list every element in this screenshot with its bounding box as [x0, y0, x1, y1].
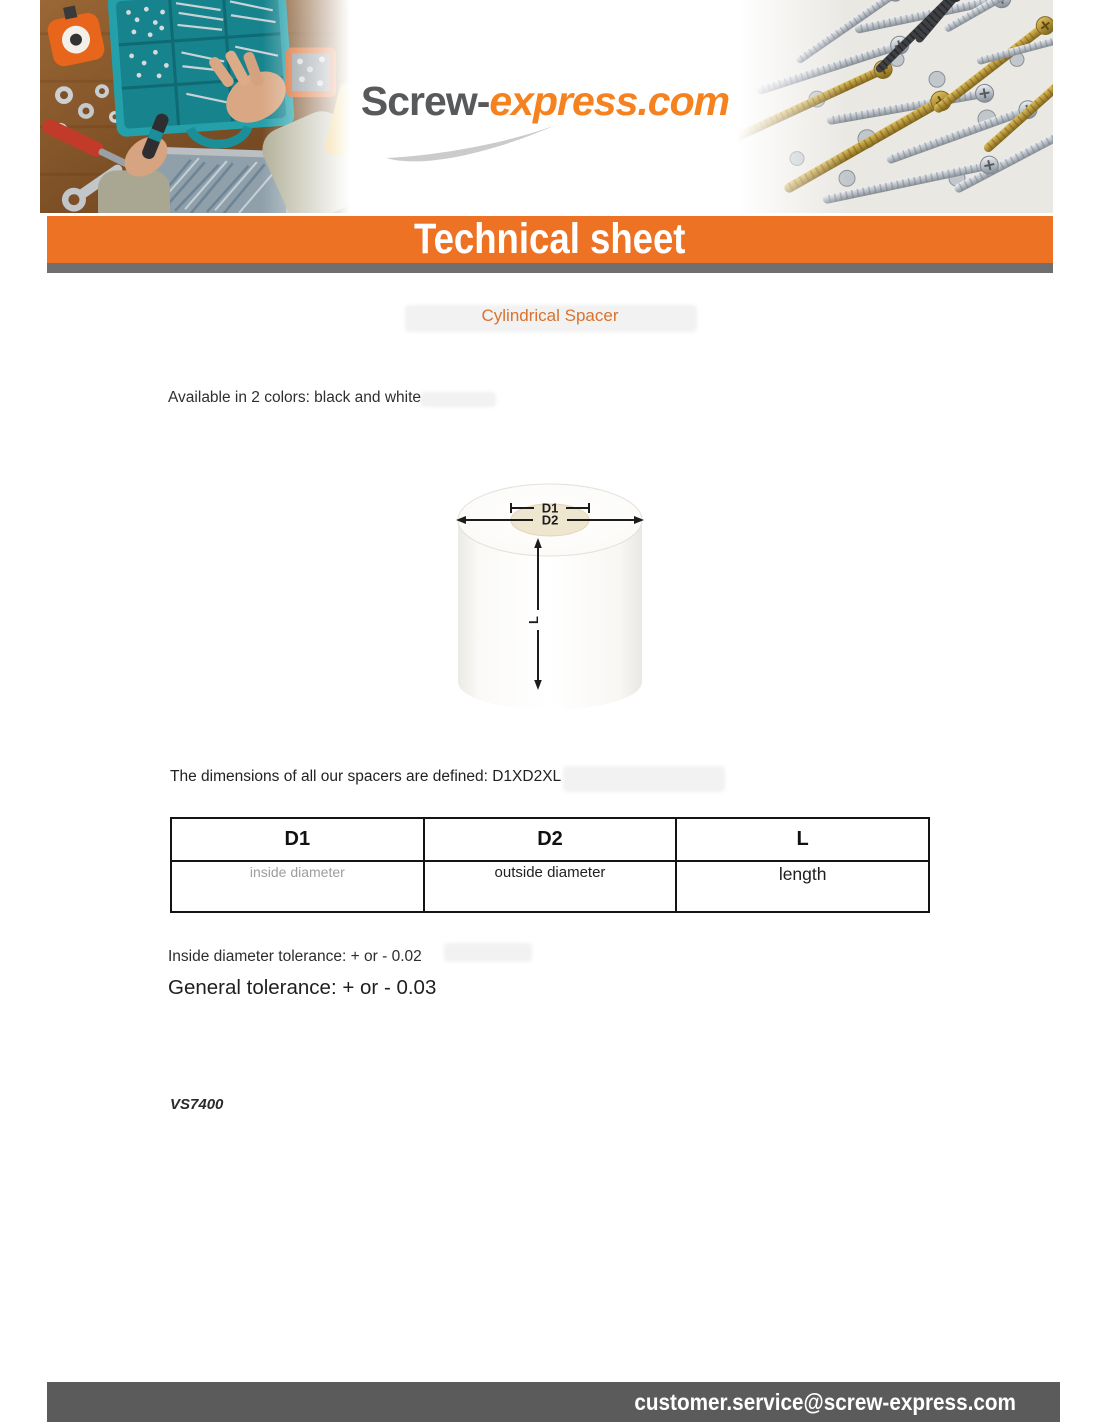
- brand-logo: [350, 0, 740, 213]
- availability-note: Available in 2 colors: black and white: [168, 389, 422, 406]
- brand-logo-text: [350, 78, 740, 125]
- banner-underline: [47, 263, 1053, 273]
- contact-email: customer.service@screw-express.com: [634, 1388, 1016, 1415]
- column-header-l: L: [676, 818, 929, 861]
- tolerance-note-general: General tolerance: + or - 0.03: [168, 976, 437, 999]
- logo-swoosh: [384, 122, 559, 168]
- length-label: L: [526, 616, 541, 624]
- dimension-definition-note: The dimensions of all our spacers are defined: D1XD2XL: [170, 768, 562, 785]
- d1-label: D1: [541, 500, 559, 516]
- product-name-heading: Cylindrical Spacer: [481, 306, 619, 325]
- d1-description: inside diameter: [171, 861, 424, 912]
- brand-name-primary: Screw-: [360, 78, 490, 124]
- brand-name-secondary: express.com: [489, 78, 730, 124]
- product-reference: VS7400: [170, 1096, 224, 1113]
- workbench-photo: [40, 0, 350, 213]
- scan-artifact: [444, 943, 532, 962]
- technical-sheet-banner: [47, 216, 1053, 263]
- l-description: length: [676, 861, 929, 912]
- d2-description: outside diameter: [424, 861, 677, 912]
- table-header-row: [171, 818, 929, 861]
- column-header-d2: D2: [424, 818, 677, 861]
- d2-label: D2: [541, 512, 559, 528]
- footer-contact-bar: [47, 1382, 1060, 1422]
- column-header-d1: D1: [171, 818, 424, 861]
- dimensions-table: [170, 817, 930, 913]
- banner-title: Technical sheet: [414, 215, 686, 263]
- table-description-row: [171, 861, 929, 912]
- screw-pile-photo: [737, 0, 1053, 213]
- tolerance-note-inside-diameter: Inside diameter tolerance: + or - 0.02: [168, 948, 422, 965]
- spacer-figure: [440, 478, 660, 728]
- scan-artifact: [563, 766, 725, 792]
- scan-artifact: [420, 392, 496, 407]
